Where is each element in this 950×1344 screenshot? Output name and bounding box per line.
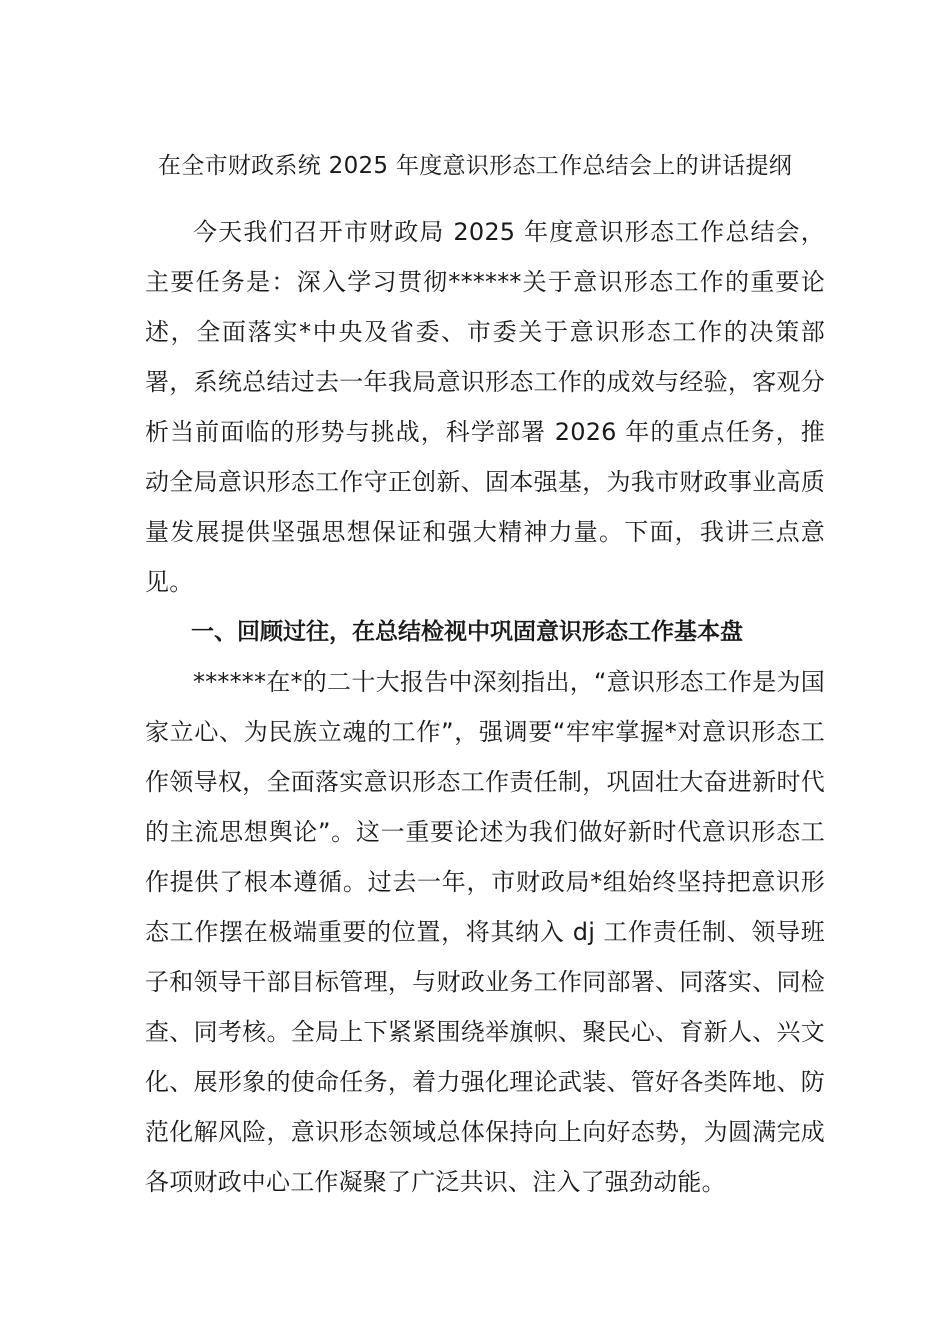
document-title: 在全市财政系统 2025 年度意识形态工作总结会上的讲话提纲 [157,153,793,179]
intro-paragraph: 今天我们召开市财政局 2025 年度意识形态工作总结会，主要任务是：深入学习贯彻******关于意识形态工作的重要论述，全面落实*中央及省委、市委关于意识形态工作的决策部署，系统总结过去一年我局意识形态工作的成效与经验，客观分析当前面临的形势与挑战，科学部署 2026 年的重点任务，推动全局意识形态工作守正创新、固本强基，为我市财政事业高质量发展提供坚强思想保证和强大精神力量。下面，我讲三点意见。 [145,218,825,596]
section-heading: 一、回顾过往，在总结检视中巩固意识形态工作基本盘 [191,619,743,645]
section-paragraph: ******在*的二十大报告中深刻指出，“意识形态工作是为国家立心、为民族立魂的工作”，强调要“牢牢掌握*对意识形态工作领导权，全面落实意识形态工作责任制，巩固壮大奋进新时代的主流思想舆论”。这一重要论述为我们做好新时代意识形态工作提供了根本遵循。过去一年，市财政局*组始终坚持把意识形态工作摆在极端重要的位置，将其纳入 dj 工作责任制、领导班子和领导干部目标管理，与财政业务工作同部署、同落实、同检查、同考核。全局上下紧紧围绕举旗帜、聚民心、育新人、兴文化、展形象的使命任务，着力强化理论武装、管好各类阵地、防范化解风险，意识形态领域总体保持向上向好态势，为圆满完成各项财政中心工作凝聚了广泛共识、注入了强劲动能。 [145,668,825,1196]
document-body [145,207,825,1207]
